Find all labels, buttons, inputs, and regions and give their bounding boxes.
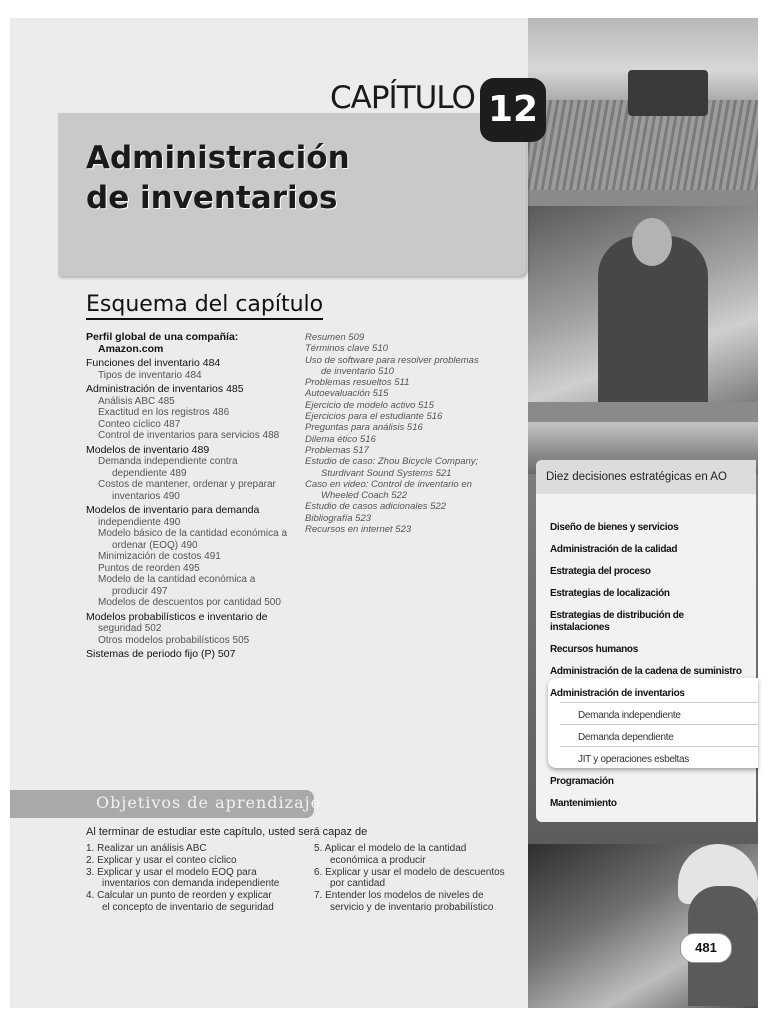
objective-item: 6. Explicar y usar el modelo de descuentos [314,866,505,878]
outline-entry: Sistemas de periodo fijo (P) 507 [86,648,236,660]
outline-entry: Autoevaluación 515 [305,388,389,400]
outline-column-2 [305,332,515,535]
outline-entry: Dilema ético 516 [305,433,376,445]
outline-entry: Minimización de costos 491 [98,551,221,562]
outline-entry: Modelo básico de la cantidad económica a [98,528,288,539]
outline-entry: de inventario 510 [321,365,394,377]
decision-item: Administración de la calidad [550,544,678,555]
outline-entry: Costos de mantener, ordenar y preparar [98,479,276,490]
outline-entry: Control de inventarios para servicios 488 [98,430,280,441]
decision-item: Mantenimiento [550,798,617,809]
outline-entry: Ejercicios para el estudiante 516 [305,411,443,423]
objective-item: inventarios con demanda independiente [102,878,280,890]
outline-entry: Conteo cíclico 487 [98,418,181,430]
outline-entry: Estudio de caso: Zhou Bicycle Company; [305,456,479,468]
decision-item: Recursos humanos [550,644,639,655]
decision-subitem: Demanda dependiente [578,732,674,743]
outline-entry: Modelos de inventario para demanda [86,504,260,516]
objective-item: 1. Realizar un análisis ABC [86,843,207,854]
outline-entry: Uso de software para resolver problemas [305,354,479,366]
decision-subitem: JIT y operaciones esbeltas [578,754,689,765]
outline-entry: Bibliografía 523 [305,512,372,524]
combine-harvester [628,70,708,116]
chapter-number-badge: 12 [480,78,546,142]
outline-entry: Perfil global de una compañía: [86,331,239,343]
outline-entry: Modelos de descuentos por cantidad 500 [98,597,281,608]
outline-entry: Resumen 509 [305,332,365,343]
objectives-title: Objetivos de aprendizaje [96,793,322,812]
objectives-intro: Al terminar de estudiar este capítulo, usted será capaz de [86,826,368,838]
decision-item: Administración de inventarios [550,688,685,699]
outline-entry: Puntos de reorden 495 [98,562,200,574]
outline-entry: Ejercicio de modelo activo 515 [305,399,434,411]
chapter-label: CAPÍTULO [330,80,475,116]
outline-entry: dependiente 489 [112,467,187,479]
outline-entry: Sturdivant Sound Systems 521 [321,467,452,479]
objective-item: el concepto de inventario de seguridad [102,901,274,913]
objectives-left-column [86,843,306,914]
chef-photo [528,844,758,1008]
outline-entry: Recursos en internet 523 [305,524,412,536]
decision-item: Estrategias de distribución de [550,610,684,621]
objective-item: 2. Explicar y usar el conteo cíclico [86,854,237,866]
objective-item: 3. Explicar y usar el modelo EOQ para [86,866,257,878]
outline-entry: Modelo de la cantidad económica a [98,574,256,585]
objective-item: económica a producir [330,854,426,866]
factory-worker-photo [528,206,758,402]
outline-column-1 [86,332,301,661]
chapter-title-line-1: Administración [86,140,350,176]
harvest-field-photo [528,18,758,190]
outline-entry: Términos clave 510 [305,343,388,355]
objective-item: 4. Calcular un punto de reorden y explicar [86,890,272,902]
objective-item: servicio y de inventario probabilístico [330,901,494,913]
decision-item: instalaciones [550,622,610,633]
decision-item: Estrategias de localización [550,588,670,599]
decision-item: Administración de la cadena de suministro [550,666,742,677]
outline-entry: Wheeled Coach 522 [321,490,408,502]
outline-entry: Tipos de inventario 484 [98,369,202,381]
objective-item: por cantidad [330,878,386,890]
chapter-title [86,138,350,218]
objective-item: 5. Aplicar el modelo de la cantidad [314,843,467,854]
outline-entry: Modelos de inventario 489 [86,443,210,456]
outline-entry: Funciones del inventario 484 [86,357,221,369]
decision-item: Programación [550,776,614,787]
outline-heading: Esquema del capítulo [86,292,323,320]
outline-entry: Problemas 517 [305,444,369,456]
outline-entry: seguridad 502 [98,623,162,634]
outline-entry: ordenar (EOQ) 490 [112,539,198,551]
objectives-right-column [314,843,514,914]
outline-entry: Problemas resueltos 511 [305,377,410,389]
outline-entry: producir 497 [112,585,168,597]
decision-item: Estrategia del proceso [550,566,651,577]
outline-entry: Demanda independiente contra [98,456,238,467]
outline-entry: inventarios 490 [112,490,180,502]
outline-entry: Amazon.com [98,342,164,355]
outline-entry: independiente 490 [98,516,181,528]
outline-entry: Estudio de casos adicionales 522 [305,501,447,513]
outline-entry: Modelos probabilísticos e inventario de [86,610,268,623]
page-number: 481 [680,933,732,963]
chapter-title-line-2: de inventarios [86,180,338,216]
outline-entry: Caso en video: Control de inventario en [305,478,472,490]
outline-entry: Análisis ABC 485 [98,395,175,407]
outline-entry: Preguntas para análisis 516 [305,422,423,434]
outline-entry: Administración de inventarios 485 [86,383,244,395]
outline-entry: Otros modelos probabilísticos 505 [98,634,250,646]
outline-entry: Exactitud en los registros 486 [98,407,230,418]
decision-subitem: Demanda independiente [578,710,681,721]
decisions-title: Diez decisiones estratégicas en AO [536,460,756,494]
objective-item: 7. Entender los modelos de niveles de [314,890,484,902]
decision-item: Diseño de bienes y servicios [550,522,679,533]
